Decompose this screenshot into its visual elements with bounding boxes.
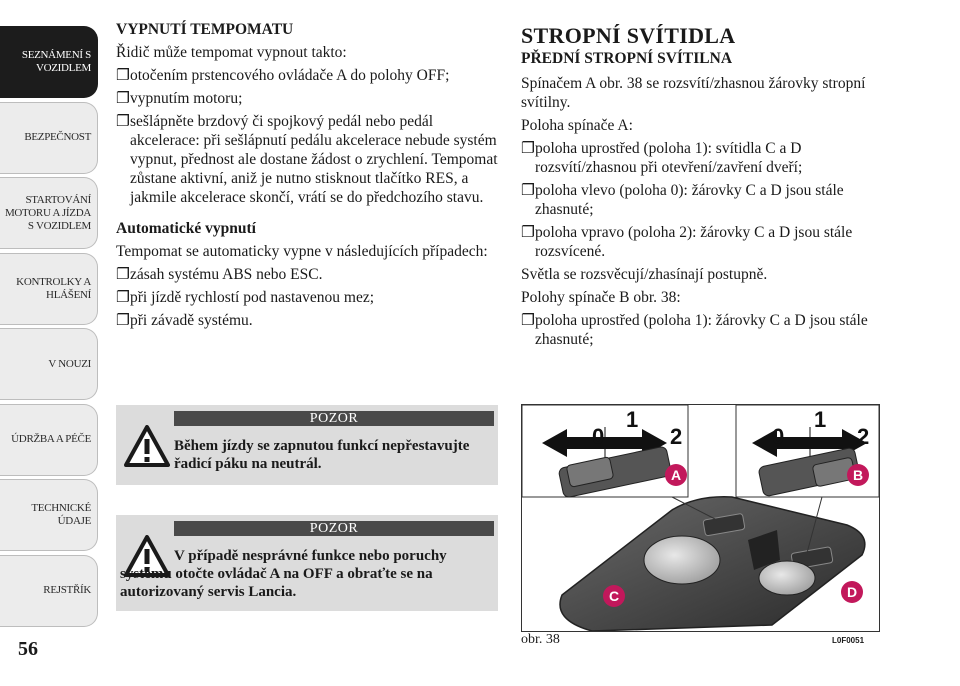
chapter-tab-label: TECHNICKÉ	[31, 502, 91, 514]
figure-code: L0F0051	[832, 636, 865, 645]
paragraph: Polohy spínače B obr. 38:	[521, 289, 681, 306]
checkbox-bullet-icon: ❐	[116, 266, 130, 283]
auto-intro-text: Tempomat se automaticky vypne v následujících případech:	[116, 243, 488, 260]
bullet-list	[116, 66, 501, 207]
chapter-tab-label: ÚDAJE	[57, 515, 91, 527]
checkbox-bullet-icon: ❐	[521, 182, 535, 199]
list-item: ❐poloha uprostřed (poloha 1): žárovky C a D jsou stále zhasnuté;	[521, 312, 868, 348]
callout-a: A	[670, 467, 682, 483]
figure-ceiling-light	[521, 404, 880, 632]
switch-a-bullets	[521, 139, 906, 261]
list-item: ❐při závadě systému.	[116, 312, 253, 329]
list-item: ❐vypnutím motoru;	[116, 90, 243, 107]
callout-b: B	[852, 467, 864, 483]
subheading-auto-off: Automatické vypnutí	[116, 220, 256, 237]
callout-c: C	[608, 588, 620, 604]
chapter-tab-label: REJSTŘÍK	[43, 584, 91, 596]
chapter-tab-label: SEZNÁMENÍ S	[21, 49, 91, 61]
position-label-2: 2	[670, 424, 683, 449]
chapter-tab-5[interactable]	[0, 404, 98, 476]
warning-text: Během jízdy se zapnutou funkcí nepřestavujte řadicí páku na neutrál.	[174, 438, 470, 472]
paragraph: Světla se rozsvěcují/zhasínají postupně.	[521, 266, 768, 283]
switch-b-bullets	[521, 311, 906, 349]
chapter-tab-2[interactable]	[0, 177, 98, 249]
subtitle-front-light: PŘEDNÍ STROPNÍ SVÍTILNA	[521, 50, 733, 67]
warning-text: V případě nesprávné funkce nebo poruchy systému otočte ovládač A na OFF a obraťte se na autorizovaný servis Lancia.	[120, 548, 447, 600]
paragraph: Poloha spínače A:	[521, 117, 633, 134]
checkbox-bullet-icon: ❐	[521, 140, 535, 157]
checkbox-bullet-icon: ❐	[116, 289, 130, 306]
ceiling-light-illustration	[522, 405, 879, 631]
page-number: 56	[18, 638, 38, 660]
list-item: ❐sešlápněte brzdový či spojkový pedál nebo pedál akcelerace: při sešlápnutí pedálu akcelerace nebude systém vypnut, přednost ale dostane žádost o zrychlení. Tempomat zůstane aktivní, aniž je nutno stisknout tlačítko RES, a jakmile akcelerace skončí, vrátí se do předchozího stavu.	[116, 113, 498, 206]
chapter-tab-label: ÚDRŽBA A PÉČE	[11, 433, 91, 445]
position-label-0: 0	[592, 424, 605, 449]
section-title-ceiling-lights: STROPNÍ SVÍTIDLA	[521, 23, 736, 48]
checkbox-bullet-icon: ❐	[521, 312, 535, 329]
chapter-tab-6[interactable]	[0, 479, 98, 551]
list-item: ❐otočením prstencového ovládače A do polohy OFF;	[116, 67, 450, 84]
checkbox-bullet-icon: ❐	[116, 113, 130, 130]
list-item: ❐zásah systému ABS nebo ESC.	[116, 266, 323, 283]
chapter-tab-label: V NOUZI	[48, 357, 91, 370]
list-item: ❐poloha vlevo (poloha 0): žárovky C a D jsou stále zhasnuté;	[521, 182, 844, 218]
checkbox-bullet-icon: ❐	[116, 90, 130, 107]
chapter-tab-label: STARTOVÁNÍ	[25, 193, 91, 206]
chapter-tab-7[interactable]	[0, 555, 98, 627]
chapter-tab-label: HLÁŠENÍ	[46, 288, 91, 301]
chapter-tab-label: VOZIDLEM	[35, 62, 91, 74]
list-item: ❐poloha uprostřed (poloha 1): svítidla C a D rozsvítí/zhasnou při otevření/zavření dveří;	[521, 140, 803, 176]
warning-box-1	[116, 405, 498, 485]
chapter-tab-label: S VOZIDLEM	[27, 219, 91, 232]
chapter-tab-3[interactable]	[0, 253, 98, 325]
chapter-tab-1[interactable]	[0, 102, 98, 174]
chapter-tab-label: MOTORU A JÍZDA	[4, 206, 91, 219]
callout-d: D	[846, 584, 858, 600]
right-column	[521, 23, 906, 353]
left-column	[116, 20, 501, 334]
position-label-2: 2	[857, 424, 870, 449]
position-label-1: 1	[814, 407, 827, 432]
paragraph: Spínačem A obr. 38 se rozsvítí/zhasnou žárovky stropní svítilny.	[521, 75, 866, 111]
warning-box-2	[116, 515, 498, 611]
chapter-tab-0[interactable]	[0, 26, 98, 98]
warning-title: POZOR	[174, 411, 494, 426]
intro-text: Řidič může tempomat vypnout takto:	[116, 44, 347, 61]
position-label-0: 0	[772, 424, 785, 449]
section-heading-cruise-off: VYPNUTÍ TEMPOMATU	[116, 21, 294, 38]
checkbox-bullet-icon: ❐	[116, 312, 130, 329]
warning-title: POZOR	[174, 521, 494, 536]
list-item: ❐při jízdě rychlostí pod nastavenou mez;	[116, 289, 375, 306]
chapter-tab-4[interactable]	[0, 328, 98, 400]
chapter-tab-label: KONTROLKY A	[16, 275, 91, 288]
figure-caption: obr. 38	[521, 632, 560, 647]
position-label-1: 1	[626, 407, 639, 432]
auto-bullet-list	[116, 265, 501, 330]
chapter-tab-label: BEZPEČNOST	[24, 131, 91, 143]
checkbox-bullet-icon: ❐	[116, 67, 130, 84]
list-item: ❐poloha vpravo (poloha 2): žárovky C a D jsou stále rozsvícené.	[521, 224, 853, 260]
checkbox-bullet-icon: ❐	[521, 224, 535, 241]
warning-triangle-icon	[124, 425, 170, 467]
